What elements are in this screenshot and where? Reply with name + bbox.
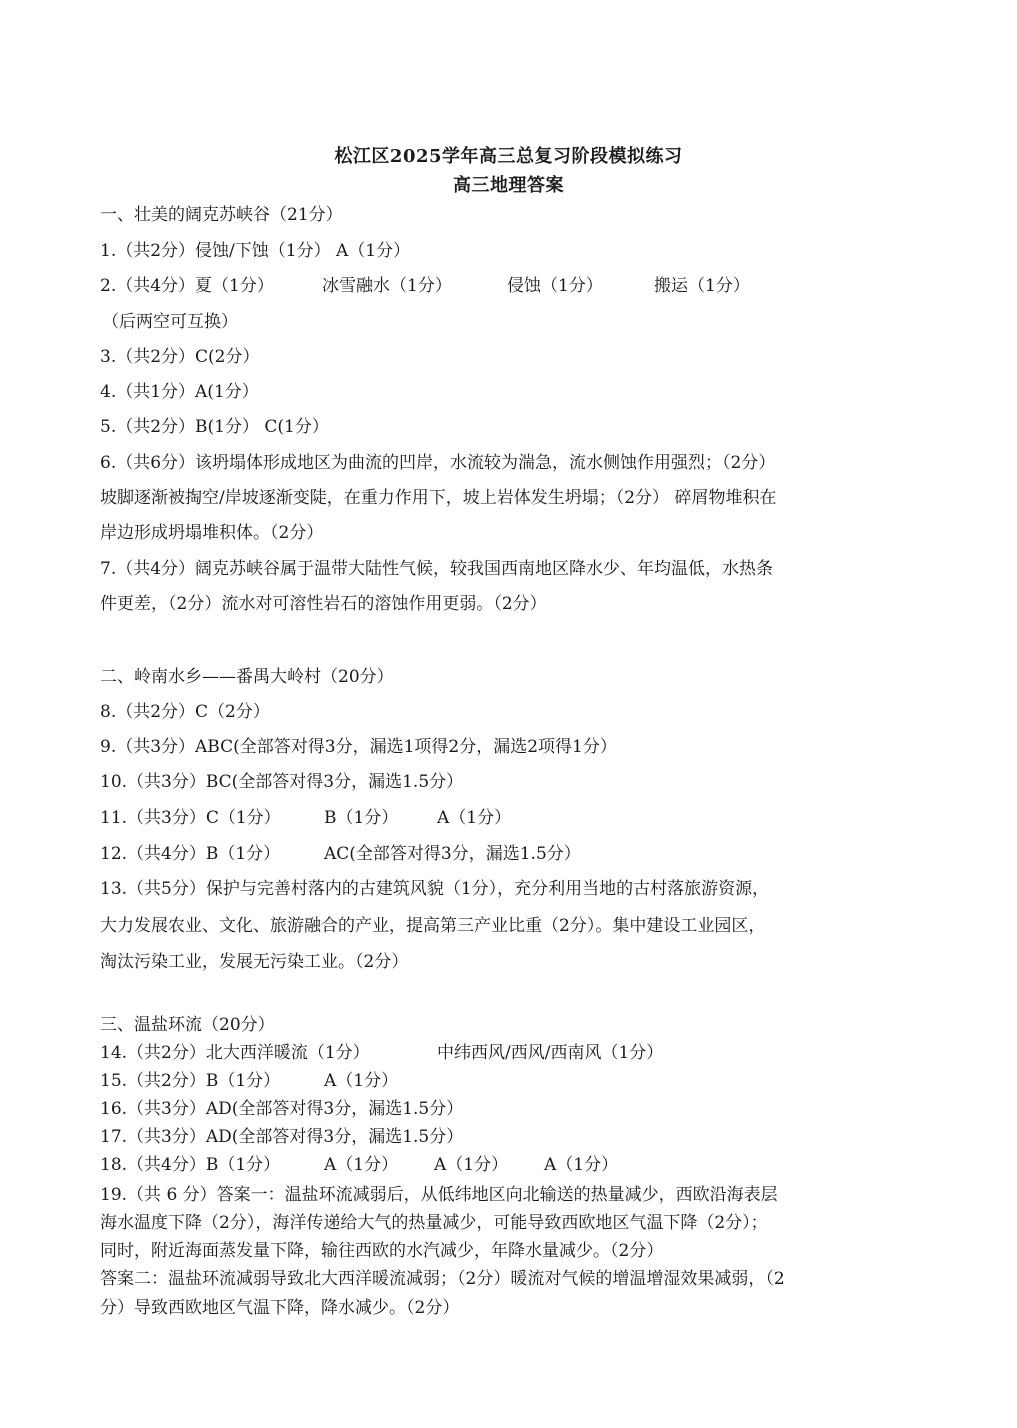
answer-18-part-d: A（1分） (544, 1155, 619, 1175)
answer-3: 3.（共2分）C(2分） (100, 347, 260, 367)
answer-11-part-a: 11.（共3分）C（1分） (100, 808, 281, 828)
section-2-heading: 二、岭南水乡——番禺大岭村（20分） (100, 667, 394, 687)
answer-10: 10.（共3分）BC(全部答对得3分，漏选1.5分） (100, 772, 464, 792)
answer-2-part-a: 2.（共4分）夏（1分） (100, 276, 274, 296)
answer-11-part-b: B（1分） (324, 808, 399, 828)
answer-9: 9.（共3分）ABC(全部答对得3分，漏选1项得2分，漏选2项得1分） (100, 737, 617, 757)
answer-4: 4.（共1分）A(1分） (100, 382, 259, 402)
answer-19-line-2: 海水温度下降（2分），海洋传递给大气的热量减少，可能导致西欧地区气温下降（2分）； (100, 1213, 768, 1233)
document-title: 松江区2025学年高三总复习阶段模拟练习 (334, 146, 683, 167)
answer-7-line-1: 7.（共4分）阔克苏峡谷属于温带大陆性气候，较我国西南地区降水少、年均温低，水热条 (100, 559, 774, 579)
answer-13-line-3: 淘汰污染工业，发展无污染工业。（2分） (100, 952, 409, 972)
answer-19-line-5: 分）导致西欧地区气温下降，降水减少。（2分） (100, 1298, 460, 1318)
answer-16: 16.（共3分）AD(全部答对得3分，漏选1.5分） (100, 1099, 464, 1119)
answer-14-part-a: 14.（共2分）北大西洋暖流（1分） (100, 1043, 370, 1063)
answer-7-line-2: 件更差，（2分）流水对可溶性岩石的溶蚀作用更弱。（2分） (100, 594, 547, 614)
answer-12-part-b: AC(全部答对得3分，漏选1.5分） (324, 844, 581, 864)
answer-2-note: （后两空可互换） (102, 312, 238, 332)
answer-17: 17.（共3分）AD(全部答对得3分，漏选1.5分） (100, 1127, 464, 1147)
answer-19-line-4: 答案二：温盐环流减弱导致北大西洋暖流减弱；（2分）暖流对气候的增温增湿效果减弱，（2 (100, 1269, 785, 1289)
document-subtitle: 高三地理答案 (453, 175, 564, 196)
answer-18-part-b: A（1分） (324, 1155, 399, 1175)
answer-6-line-2: 坡脚逐渐被掏空/岸坡逐渐变陡，在重力作用下，坡上岩体发生坍塌；（2分） 碎屑物堆积在 (100, 488, 777, 508)
answer-15-part-b: A（1分） (324, 1071, 399, 1091)
answer-1: 1.（共2分）侵蚀/下蚀（1分） A（1分） (100, 241, 411, 261)
answer-6-line-3: 岸边形成坍塌堆积体。（2分） (100, 523, 324, 543)
answer-15-part-a: 15.（共2分）B（1分） (100, 1071, 281, 1091)
answer-8: 8.（共2分）C（2分） (100, 702, 270, 722)
section-1-heading: 一、壮美的阔克苏峡谷（21分） (100, 205, 343, 225)
answer-2-part-c: 侵蚀（1分） (507, 276, 603, 296)
answer-13-line-2: 大力发展农业、文化、旅游融合的产业，提高第三产业比重（2分）。集中建设工业园区， (100, 916, 766, 936)
answer-5: 5.（共2分）B(1分） C(1分） (100, 417, 329, 437)
answer-18-part-c: A（1分） (434, 1155, 509, 1175)
section-3-heading: 三、温盐环流（20分） (100, 1015, 275, 1035)
answer-6-line-1: 6.（共6分）该坍塌体形成地区为曲流的凹岸，水流较为湍急，流水侧蚀作用强烈；（2分） (100, 453, 776, 473)
answer-19-line-1: 19.（共 6 分）答案一：温盐环流减弱后，从低纬地区向北输送的热量减少，西欧沿海表层 (100, 1185, 778, 1205)
answer-2-part-b: 冰雪融水（1分） (322, 276, 452, 296)
answer-19-line-3: 同时，附近海面蒸发量下降，输往西欧的水汽减少，年降水量减少。（2分） (100, 1241, 664, 1261)
answer-11-part-c: A（1分） (437, 808, 512, 828)
answer-14-part-b: 中纬西风/西风/西南风（1分） (437, 1043, 664, 1063)
answer-12-part-a: 12.（共4分）B（1分） (100, 844, 281, 864)
answer-18-part-a: 18.（共4分）B（1分） (100, 1155, 281, 1175)
answer-13-line-1: 13.（共5分）保护与完善村落内的古建筑风貌（1分），充分利用当地的古村落旅游资源， (100, 879, 770, 899)
answer-2-part-d: 搬运（1分） (654, 276, 750, 296)
